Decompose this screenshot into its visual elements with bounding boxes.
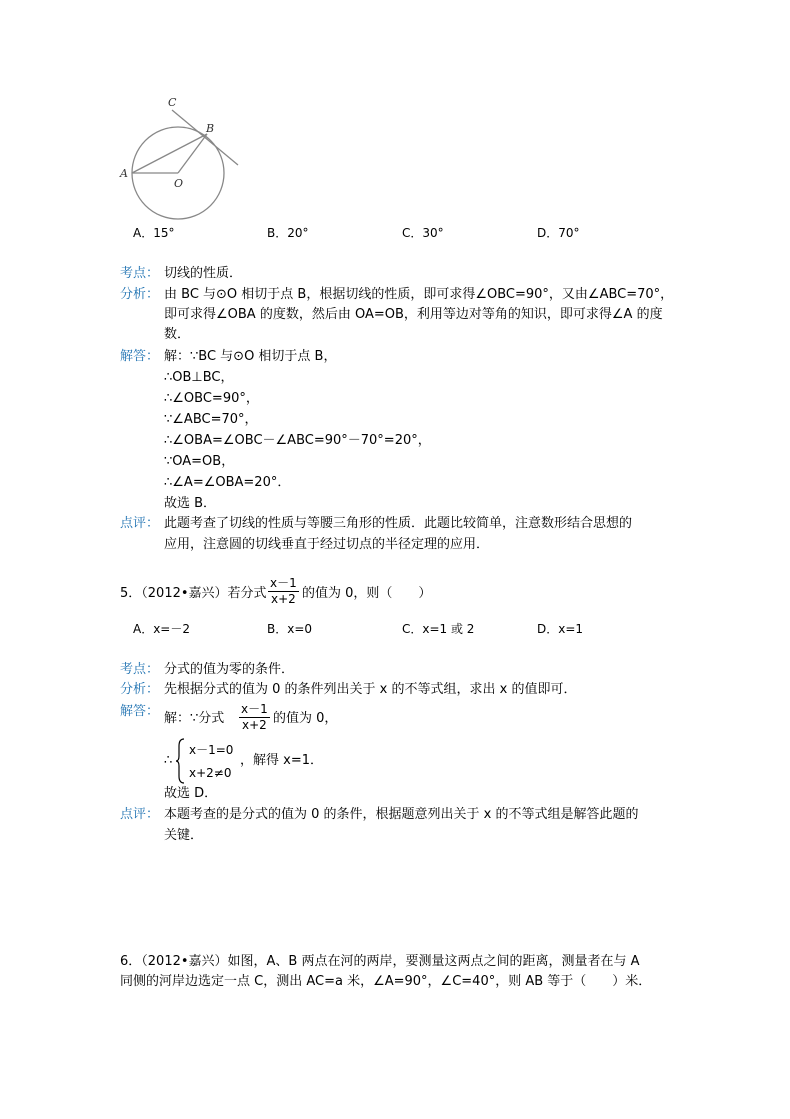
q5-stem-prefix: 5．（2012•嘉兴）若分式 bbox=[120, 586, 267, 601]
q6-stem-line-2: 同侧的河岸边选定一点 C，测出 AC=a 米，∠A=90°，∠C=40°，则 AB 等于（ ）米． bbox=[120, 974, 652, 989]
q4-fenxi-line-2: 即可求得∠OBA 的度数，然后由 OA=OB，利用等边对等角的知识，即可求得∠A 的度 bbox=[164, 307, 663, 322]
q4-jieda-label: 解答： bbox=[120, 349, 160, 364]
q4-jieda-line-5: ∴∠OBA=∠OBC－∠ABC=90°－70°=20°， bbox=[164, 433, 431, 448]
q5-jieda-fraction bbox=[239, 702, 270, 733]
q4-jieda-line-7: ∴∠A=∠OBA=20°． bbox=[164, 475, 291, 490]
q5-option-b[interactable]: B．x=0 bbox=[267, 622, 313, 636]
q4-fenxi-line-1: 由 BC 与⊙O 相切于点 B，根据切线的性质，即可求得∠OBC=90°，又由∠ABC=70°， bbox=[164, 287, 674, 302]
q4-fenxi-line-3: 数． bbox=[164, 327, 191, 342]
point-label-a: A bbox=[120, 167, 128, 180]
q5-kaodian-text: 分式的值为零的条件． bbox=[164, 662, 295, 677]
chord-ab bbox=[132, 134, 207, 173]
q5-fenxi-text: 先根据分式的值为 0 的条件列出关于 x 的不等式组，求出 x 的值即可． bbox=[164, 682, 577, 697]
q6-stem-line-1: 6．（2012•嘉兴）如图，A、B 两点在河的两岸，要测量这两点之间的距离，测量者在与 A bbox=[120, 954, 640, 969]
q4-dianping-line-1: 此题考查了切线的性质与等腰三角形的性质．此题比较简单，注意数形结合思想的 bbox=[164, 516, 633, 531]
q5-jieda-suffix: 的值为 0， bbox=[273, 711, 338, 726]
point-label-c: C bbox=[168, 96, 177, 109]
q5-stem-fraction-numerator: x－1 bbox=[270, 576, 297, 590]
q4-kaodian-text: 切线的性质． bbox=[164, 266, 243, 281]
q4-dianping-label: 点评： bbox=[120, 516, 160, 531]
q5-dianping-label: 点评： bbox=[120, 807, 160, 822]
q5-jieda-fraction-denominator: x+2 bbox=[241, 718, 267, 732]
q4-option-b[interactable]: B．20° bbox=[267, 226, 309, 240]
q5-fenxi-label: 分析： bbox=[120, 682, 160, 697]
q5-system-line-2: x+2≠0 bbox=[189, 766, 232, 780]
q4-jieda-line-6: ∵OA=OB， bbox=[164, 454, 235, 469]
q5-option-c[interactable]: C．x=1 或 2 bbox=[402, 622, 475, 636]
circle-tangent-figure bbox=[110, 92, 260, 227]
q5-choose: 故选 D． bbox=[164, 786, 218, 801]
q5-jieda-fraction-numerator: x－1 bbox=[241, 702, 268, 716]
q5-dianping-line-1: 本题考查的是分式的值为 0 的条件，根据题意列出关于 x 的不等式组是解答此题的 bbox=[164, 807, 639, 822]
q5-stem-suffix: 的值为 0，则（ ） bbox=[302, 586, 432, 601]
q5-jieda-label: 解答： bbox=[120, 704, 160, 719]
q4-jieda-line-2: ∴OB⊥BC， bbox=[164, 370, 234, 385]
q4-jieda-line-4: ∵∠ABC=70°， bbox=[164, 412, 258, 427]
q4-option-d[interactable]: D．70° bbox=[537, 226, 580, 240]
q4-option-a[interactable]: A．15° bbox=[133, 226, 175, 240]
q5-system-suffix: ，解得 x=1． bbox=[240, 753, 323, 768]
q4-jieda-line-8: 故选 B． bbox=[164, 496, 217, 511]
q4-kaodian-label: 考点： bbox=[120, 266, 160, 281]
q4-jieda-line-1: 解：∵BC 与⊙O 相切于点 B， bbox=[164, 349, 337, 364]
q5-stem-fraction-denominator: x+2 bbox=[270, 592, 296, 606]
q4-dianping-line-2: 应用，注意圆的切线垂直于经过切点的半径定理的应用． bbox=[164, 537, 490, 552]
q5-option-a[interactable]: A．x=－2 bbox=[133, 622, 191, 636]
q5-system-line-1: x－1=0 bbox=[189, 743, 234, 757]
q4-jieda-line-3: ∴∠OBC=90°， bbox=[164, 391, 259, 406]
q5-jieda-prefix: 解：∵分式 bbox=[164, 711, 225, 726]
q4-fenxi-label: 分析： bbox=[120, 287, 160, 302]
q4-option-c[interactable]: C．30° bbox=[402, 226, 444, 240]
q5-therefore: ∴ bbox=[164, 753, 173, 768]
point-label-b: B bbox=[206, 122, 215, 135]
q5-option-d[interactable]: D．x=1 bbox=[537, 622, 584, 636]
point-label-o: O bbox=[174, 177, 184, 190]
q5-left-brace bbox=[176, 738, 186, 784]
q5-stem-fraction bbox=[268, 576, 299, 607]
radius-ob bbox=[178, 134, 207, 173]
q5-dianping-line-2: 关键． bbox=[164, 828, 204, 843]
q5-kaodian-label: 考点： bbox=[120, 662, 160, 677]
